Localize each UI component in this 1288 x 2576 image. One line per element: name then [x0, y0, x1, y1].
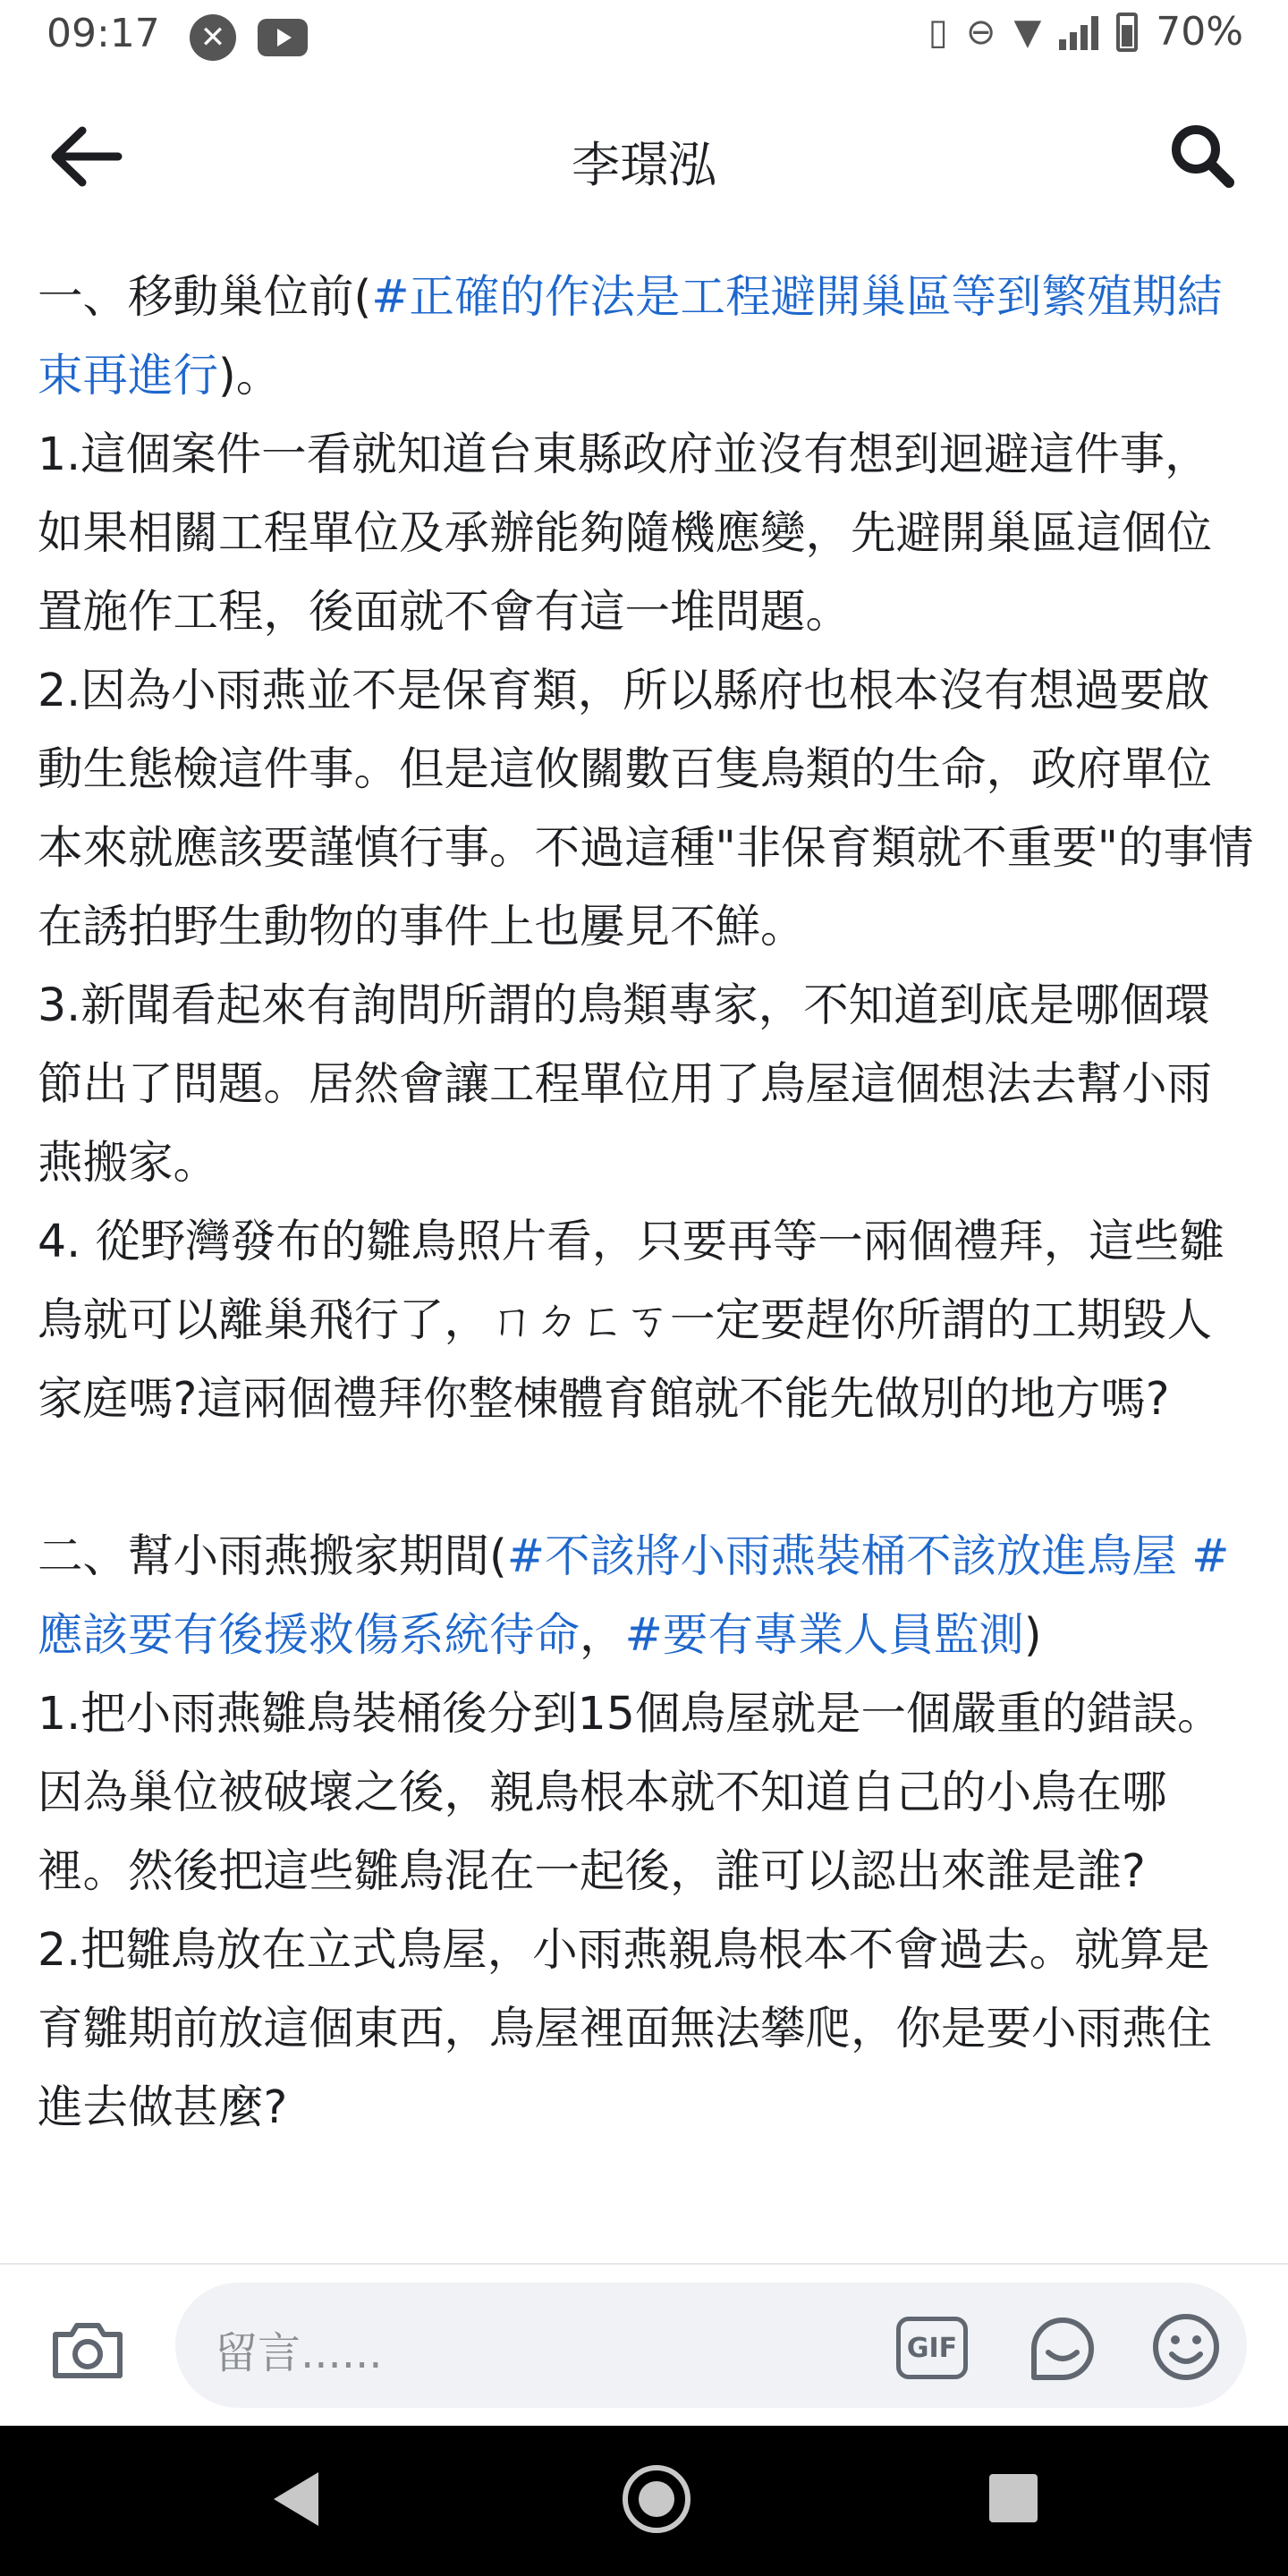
search-icon — [1166, 120, 1238, 191]
battery-percent: 70% — [1156, 9, 1243, 55]
hashtag-link[interactable]: #正確的作法是工程避開巢區等到繁殖期結束再進行 — [38, 270, 1223, 402]
gif-icon[interactable]: GIF — [896, 2317, 968, 2379]
section-2-heading — [38, 1517, 1254, 1674]
comment-bar — [0, 2263, 1288, 2428]
search-button[interactable] — [1166, 120, 1238, 191]
section-1-heading — [38, 258, 1254, 415]
app-header — [0, 75, 1288, 236]
comment-placeholder: 留言...... — [215, 2328, 383, 2378]
separator — [1177, 1530, 1191, 1582]
dnd-icon: ⊖ — [965, 11, 996, 53]
comment-input[interactable] — [175, 2283, 1247, 2408]
nav-home-icon[interactable] — [623, 2465, 691, 2533]
camera-icon — [50, 2317, 125, 2381]
section-heading-text: 一、移動巢位前( — [38, 270, 372, 323]
status-right-icons — [928, 9, 1243, 55]
youtube-icon — [258, 19, 308, 56]
nav-back-icon[interactable] — [274, 2472, 318, 2526]
hashtag-link[interactable]: #應該要有後援救傷系統待命 — [38, 1530, 1230, 1661]
paragraph: 4. 從野灣發布的雛鳥照片看，只要再等一兩個禮拜，這些雛鳥就可以離巢飛行了，ㄇㄉㄈㄎ一定要趕你所謂的工期毀人家庭嗎?這兩個禮拜你整棟體育館就不能先做別的地方嗎? — [38, 1215, 1224, 1425]
hashtag-link[interactable]: #不該將小雨燕裝桶不該放進鳥屋 — [506, 1530, 1178, 1582]
hashtag-link[interactable]: #要有專業人員監測 — [624, 1608, 1024, 1661]
system-nav-bar — [0, 2426, 1288, 2576]
wifi-icon: ▼ — [1013, 11, 1042, 53]
no-tools-icon: ✕ — [190, 14, 236, 61]
section-heading-close: )。 — [218, 349, 282, 402]
sticker-icon — [1025, 2311, 1100, 2386]
post-body — [38, 258, 1254, 2147]
nav-recents-icon[interactable] — [989, 2474, 1038, 2522]
paragraph: 2.把雛鳥放在立式鳥屋，小雨燕親鳥根本不會過去。就算是育雛期前放這個東西，鳥屋裡面無法攀爬，你是要小雨燕住進去做甚麼? — [38, 1923, 1212, 2133]
status-bar — [0, 0, 1288, 75]
signal-icon — [1059, 14, 1098, 50]
sticker-button[interactable] — [1025, 2311, 1100, 2386]
section-heading-text: 二、幫小雨燕搬家期間( — [38, 1530, 507, 1582]
paragraph: 2.因為小雨燕並不是保育類，所以縣府也根本沒有想過要啟動生態檢這件事。但是這攸關數百隻鳥類的生命，政府單位本來就應該要謹慎行事。不過這種"非保育類就不重要"的事情在誘拍野生動物的事件上也屢見不鮮。 — [38, 664, 1254, 953]
emoji-icon — [1150, 2311, 1222, 2383]
vibrate-icon: ▯ — [928, 11, 948, 53]
camera-button[interactable] — [50, 2317, 125, 2381]
status-left-icons — [190, 14, 308, 61]
page-title: 李璟泓 — [572, 137, 716, 193]
separator: ， — [580, 1608, 625, 1661]
paragraph: 1.這個案件一看就知道台東縣政府並沒有想到迴避這件事，如果相關工程單位及承辦能夠隨機應變，先避開巢區這個位置施作工程，後面就不會有這一堆問題。 — [38, 428, 1212, 638]
paragraph: 1.把小雨燕雛鳥裝桶後分到15個鳥屋就是一個嚴重的錯誤。因為巢位被破壞之後，親鳥根本就不知道自己的小鳥在哪裡。然後把這些雛鳥混在一起後，誰可以認出來誰是誰? — [38, 1687, 1223, 1897]
paragraph: 3.新聞看起來有詢問所謂的鳥類專家，不知道到底是哪個環節出了問題。居然會讓工程單位用了鳥屋這個想法去幫小雨燕搬家。 — [38, 979, 1212, 1189]
spacer — [38, 1438, 1254, 1517]
emoji-button[interactable] — [1150, 2311, 1222, 2383]
status-time: 09:17 — [47, 11, 160, 56]
battery-icon — [1116, 13, 1138, 52]
section-heading-close: ) — [1023, 1608, 1042, 1661]
